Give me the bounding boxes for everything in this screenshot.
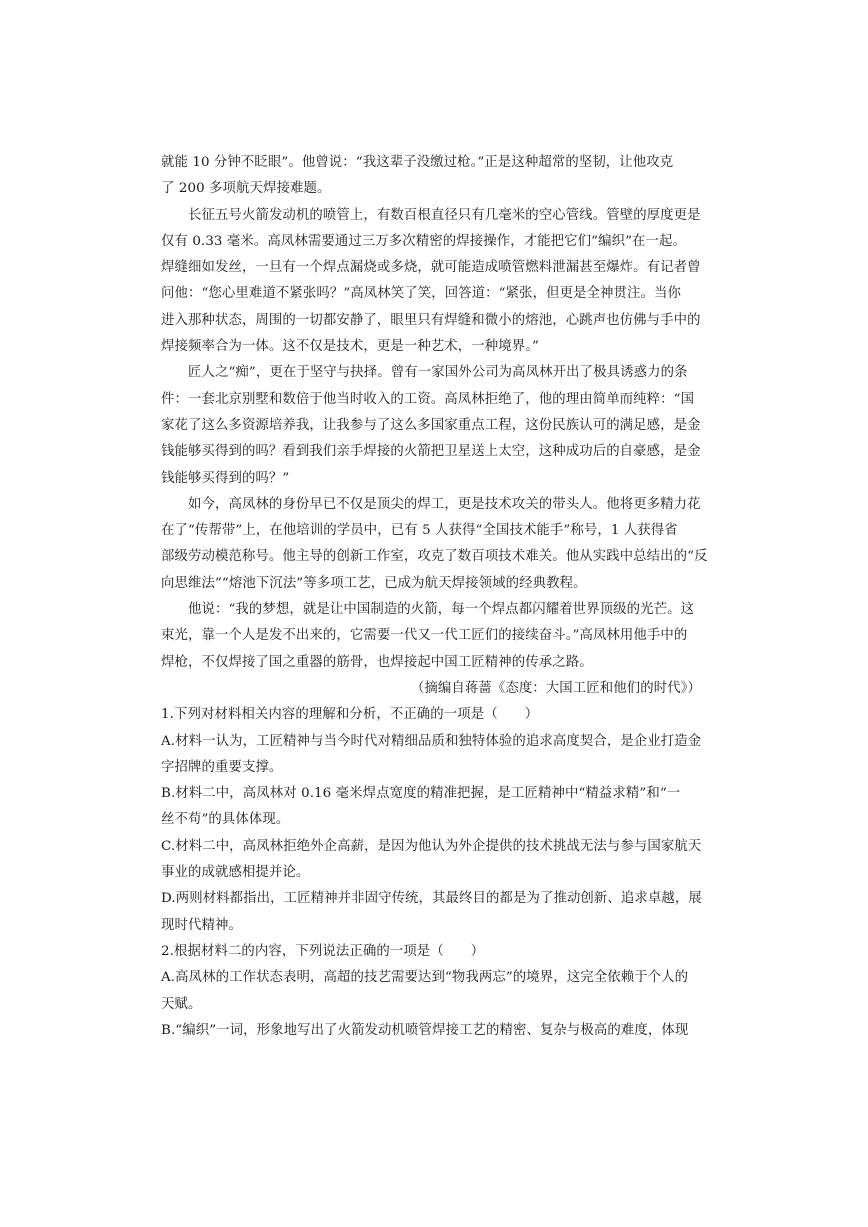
question-line: 天赋。 (161, 996, 202, 1012)
passage-line: 件：一套北京别墅和数倍于他当时收入的工资。高凤林拒绝了，他的理由简单而纯粹：“国 (161, 391, 695, 407)
passage (161, 150, 709, 676)
question-line: A.高凤林的工作状态表明，高超的技艺需要达到“物我两忘”的境界，这完全依赖于个人的 (161, 970, 689, 986)
passage-line: 如今，高凤林的身份早已不仅是顶尖的焊工，更是技术攻关的带头人。他将更多精力花 (188, 496, 701, 512)
question-line: B.“编织”一词，形象地写出了火箭发动机喷管焊接工艺的精密、复杂与极高的难度，体现 (161, 1022, 689, 1038)
question-line: C.材料二中，高凤林拒绝外企高薪，是因为他认为外企提供的技术挑战无法与参与国家航天 (161, 838, 702, 854)
passage-line: 家花了这么多资源培养我，让我参与了这么多国家重点工程，这份民族认可的满足感，是金 (161, 417, 701, 433)
questions (161, 702, 709, 1044)
passage-line: 束光，靠一个人是发不出来的，它需要一代又一代工匠们的接续奋斗。”高凤林用他手中的 (161, 628, 688, 644)
passage-line: 焊接频率合为一体。这不仅是技术，更是一种艺术，一种境界。” (161, 339, 539, 355)
question-line: 事业的成就感相提并论。 (161, 865, 310, 881)
question-line: B.材料二中，高凤林对 0.16 毫米焊点宽度的精准把握，是工匠精神中“精益求精”和“一 (161, 786, 681, 802)
passage-line: 问他：“您心里难道不紧张吗？”高凤林笑了笑，回答道：“紧张，但更是全神贯注。当你 (161, 286, 681, 302)
question-line: 丝不苟”的具体体现。 (161, 812, 290, 828)
document-body (161, 150, 709, 1044)
passage-line: 仅有 0.33 毫米。高凤林需要通过三万多次精密的焊接操作，才能把它们“编织”在一起。 (161, 233, 686, 249)
question-line: 2.根据材料二的内容，下列说法正确的一项是（ ） (161, 943, 485, 959)
passage-line: 焊枪，不仅焊接了国之重器的筋骨，也焊接起中国工匠精神的传承之路。 (161, 654, 593, 670)
passage-line: 长征五号火箭发动机的喷管上，有数百根直径只有几毫米的空心管线。管壁的厚度更是 (188, 207, 701, 223)
passage-line: 钱能够买得到的吗？看到我们亲手焊接的火箭把卫星送上太空，这种成功后的自豪感，是金 (161, 444, 701, 460)
source-citation: （摘编自蒋蔷《态度：大国工匠和他们的时代》） (410, 680, 701, 696)
passage-line: 他说：“我的梦想，就是让中国制造的火箭，每一个焊点都闪耀着世界顶级的光芒。这 (188, 602, 695, 618)
passage-line: 钱能够买得到的吗？” (161, 470, 290, 486)
question-line: 现时代精神。 (161, 917, 242, 933)
passage-line: 了 200 多项航天焊接难题。 (161, 181, 331, 197)
question-line: 1.下列对材料相关内容的理解和分析，不正确的一项是（ ） (161, 707, 539, 723)
passage-line: 匠人之“痴”，更在于坚守与抉择。曾有一家国外公司为高凤林开出了极具诱惑力的条 (188, 365, 688, 381)
passage-line: 焊缝细如发丝，一旦有一个焊点漏烧或多烧，就可能造成喷管燃料泄漏甚至爆炸。有记者曾 (161, 260, 701, 276)
passage-line: 在了“传帮带”上，在他培训的学员中，已有 5 人获得“全国技术能手”称号，1 人获得省 (161, 523, 678, 539)
passage-line: 就能 10 分钟不眨眼”。他曾说：“我这辈子没缴过枪。”正是这种超常的坚韧，让他攻克 (161, 155, 674, 170)
passage-line: 向思维法”“熔池下沉法”等多项工艺，已成为航天焊接领域的经典教程。 (161, 575, 587, 591)
question-line: 字招牌的重要支撑。 (161, 759, 283, 775)
question-line: A.材料一认为，工匠精神与当今时代对精细品质和独特体验的追求高度契合，是企业打造金 (161, 733, 702, 749)
passage-line: 部级劳动模范称号。他主导的创新工作室，攻克了数百项技术难关。他从实践中总结出的“反 (161, 549, 708, 565)
question-line: D.两则材料都指出，工匠精神并非固守传统，其最终目的都是为了推动创新、追求卓越，展 (161, 891, 702, 907)
passage-line: 进入那种状态，周围的一切都安静了，眼里只有焊缝和微小的熔池，心跳声也仿佛与手中的 (161, 312, 701, 328)
